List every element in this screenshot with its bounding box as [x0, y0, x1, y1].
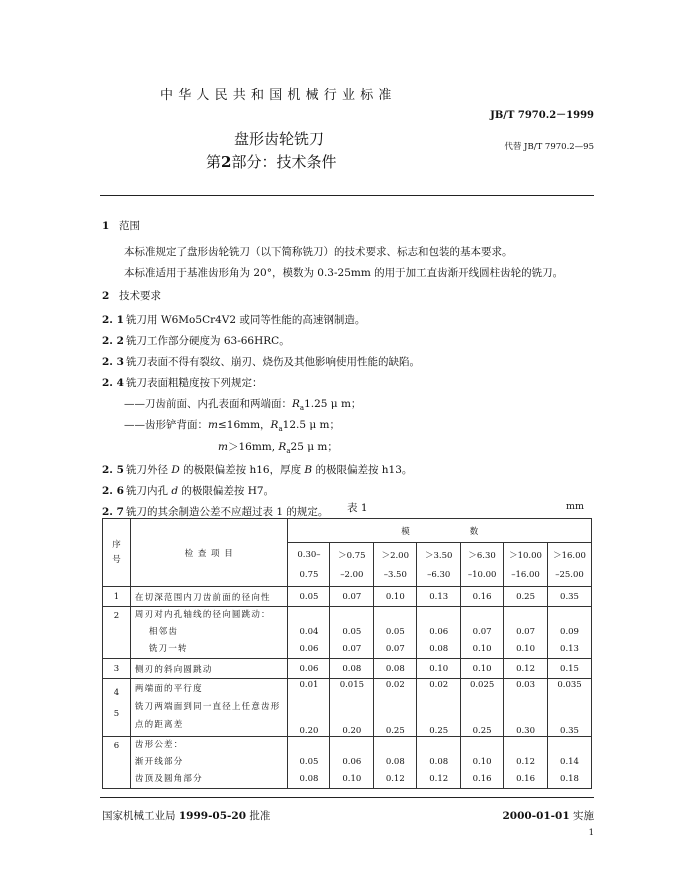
module-range: ＞16.00 –25.00 [548, 543, 592, 587]
section-2-heading: 2 技术要求 [102, 290, 161, 302]
clause-2-6: 2. 6 铣刀内孔 d 的极限偏差按 H7。 [102, 485, 275, 497]
table-row: 6 齿形公差： 渐开线部分 齿顶及圆角部分 0.05 0.08 0.06 0.10 0.08 0.12 0.08 0.12 0.10 0.16 0.12 0.16 0.14 0.18 [103, 737, 592, 789]
roughness-line-1: ——刀齿前面、内孔表面和两端面：$R_a1.25$ μ m； [124, 398, 362, 413]
document-title: 盘形齿轮铣刀 [234, 130, 325, 148]
table-row: 2 周刃对内孔轴线的径向圆跳动： 相邻齿 铣刀一转 0.04 0.06 0.05 0.07 0.05 0.07 0.06 0.08 0.07 0.10 0.07 0.10 0.09 0.13 [103, 607, 592, 659]
clause-2-1: 2. 1 铣刀用 W6Mo5Cr4V2 或同等性能的高速钢制造。 [102, 314, 366, 326]
module-range: ＞10.00 –16.00 [504, 543, 548, 587]
clause-2-7: 2. 7 铣刀的其余制造公差不应超过表 1 的规定。 [102, 506, 329, 518]
clause-2-5: 2. 5 铣刀外径 D 的极限偏差按 h16，厚度 B 的极限偏差按 h13。 [102, 464, 413, 476]
section-1-para-1: 本标准规定了盘形齿轮铣刀（以下简称铣刀）的技术要求、标志和包装的基本要求。 [124, 246, 513, 258]
module-range: ＞2.00 –3.50 [374, 543, 417, 587]
tolerance-table [102, 518, 592, 789]
footer-rule [100, 797, 594, 798]
clause-2-3: 2. 3 铣刀表面不得有裂纹、崩刃、烧伤及其他影响使用性能的缺陷。 [102, 356, 420, 368]
header-rule [100, 195, 594, 196]
standard-category: 中华人民共和国机械行业标准 [160, 88, 397, 103]
table-unit: mm [566, 501, 585, 512]
table-row: 4 5 两端面的平行度 铣刀两端面到同一直径上任意齿形 点的距离差 0.01 0.20 0.015 0.20 0.02 0.25 0.02 0.25 0.025 0.25 0.03 0.30 0.035 0.35 [103, 679, 592, 737]
module-range: ＞3.50 –6.30 [417, 543, 461, 587]
col-item-header: 检 查 项 目 [130, 519, 288, 587]
roughness-line-3: m＞16mm, $R_a25$ μ m； [218, 441, 338, 456]
document-subtitle: 第2部分：技术条件 [206, 153, 337, 171]
table-row: 3 侧刃的斜向圆跳动 0.06 0.08 0.08 0.10 0.10 0.12 0.15 [103, 659, 592, 679]
replaces-note: 代替 JB/T 7970.2—95 [504, 142, 594, 152]
roughness-line-2: ——齿形铲背面：m≤16mm，$R_a12.5$ μ m； [124, 419, 340, 434]
section-1-heading: 1 范围 [102, 220, 140, 232]
section-1-para-2: 本标准适用于基准齿形角为 20°，模数为 0.3-25mm 的用于加工直齿渐开线圆柱齿轮的铣刀。 [124, 267, 564, 279]
col-module-header: 模 数 [288, 519, 592, 543]
col-seq-header: 序 号 [103, 519, 131, 587]
standard-number: JB/T 7970.2－1999 [490, 110, 594, 121]
clause-2-4: 2. 4 铣刀表面粗糙度按下列规定： [102, 377, 263, 389]
approval-line: 国家机械工业局 1999-05-20 批准 [102, 810, 271, 822]
table-caption: 表 1 [347, 502, 368, 514]
module-range: ＞6.30 –10.00 [461, 543, 504, 587]
module-range: ＞0.75 –2.00 [330, 543, 374, 587]
page-number: 1 [588, 828, 594, 838]
table-row: 1 在切深范围内刀齿前面的径向性 0.05 0.07 0.10 0.13 0.16 0.25 0.35 [103, 587, 592, 607]
implementation-line: 2000-01-01 实施 [502, 810, 594, 822]
clause-2-2: 2. 2 铣刀工作部分硬度为 63-66HRC。 [102, 335, 290, 347]
module-range: 0.30– 0.75 [288, 543, 330, 587]
